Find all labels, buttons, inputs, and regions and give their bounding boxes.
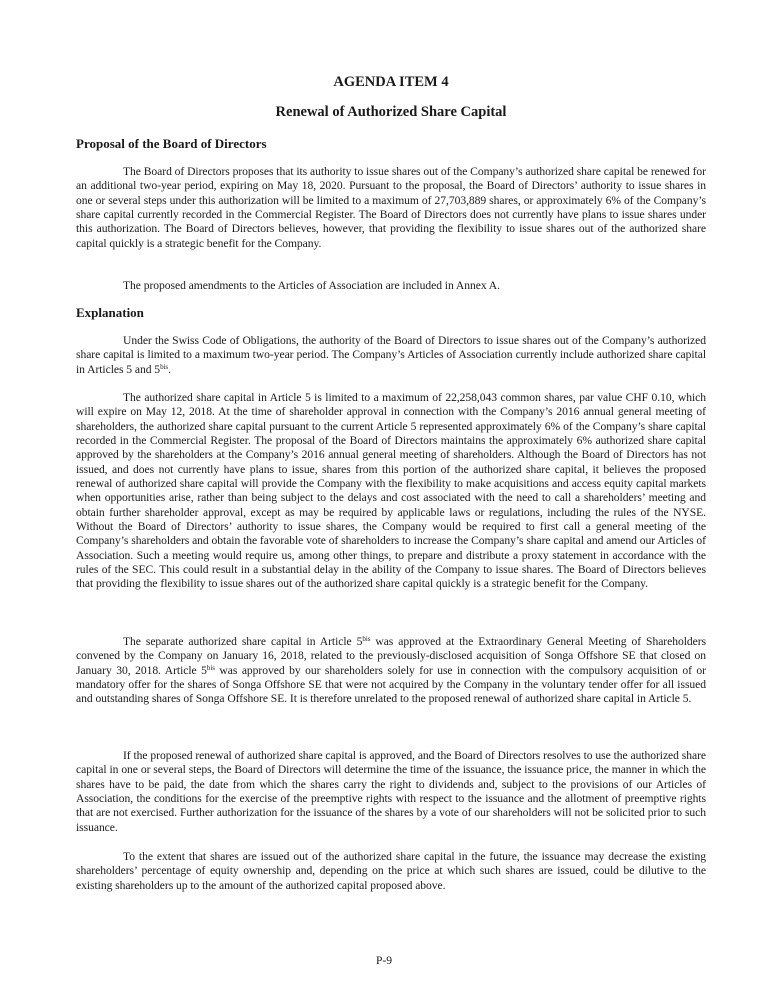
text: was approved by our shareholders solely for use in connection with the compulsory acquisition of or mandatory offer for the shares of Songa Offshore SE that were not acquired by the Company in the voluntary tender offer for all issued and outstanding shares of Songa Offshore SE. It is therefore unrelated to the proposed renewal of authorized share capital in Article 5. [76, 663, 706, 706]
text: Under the Swiss Code of Obligations, the authority of the Board of Directors to issue shares out of the Company’s authorized share capital is limited to a maximum two-year period. The Company’s Articles of Association currently include authorized share capital in Articles 5 and 5 [76, 334, 706, 376]
page-number: P-9 [375, 954, 393, 967]
superscript: bis [362, 635, 371, 643]
section-heading-proposal: Proposal of the Board of Directors [76, 136, 267, 151]
paragraph-article-5bis [76, 635, 706, 707]
superscript: bis [206, 663, 215, 672]
paragraph-article-5: The authorized share capital in Article 5 is limited to a maximum of 22,258,043 common shares, par value CHF 0.10, which will expire on May 12, 2018. At the time of shareholder approval in connection with the Company’s 2016 annual general meeting of shareholders, the authorized share capital pursuant to the current Article 5 represented approximately 6% of the Company’s share capital recorded in the Commercial Register. The proposal of the Board of Directors maintains the approximately 6% authorized share capital approved by the shareholders at the Company’s 2016 annual general meeting of shareholders. Although the Board of Directors has not issued, and does not currently have plans to issue, shares from this portion of the authorized share capital, it believes the proposed renewal of authorized share capital will provide the Company with the flexibility to make acquisitions and access equity capital markets when opportunities arise, rather than being subject to the delays and cost associated with the need to call a shareholders’ meeting and obtain further shareholder approval, except as may be required by applicable laws or regulations, including the rules of the NYSE. Without the Board of Directors’ authority to issue shares, the Company would be required to first call a general meeting of the Company’s shareholders and obtain the favorable vote of shareholders to increase the Company’s share capital and amend our Articles of Association. Such a meeting would require us, among other things, to prepare and distribute a proxy statement in accordance with the rules of the SEC. This could result in a substantial delay in the ability of the Company to issue shares. The Board of Directors believes that providing the flexibility to issue shares out of the authorized share capital quickly is a strategic benefit for the Company. [76, 391, 706, 591]
paragraph-dilution: To the extent that shares are issued out of the authorized share capital in the future, the issuance may decrease the existing shareholders’ percentage of equity ownership and, depending on the price at which such shares are issued, could be dilutive to the existing shareholders up to the amount of the authorized capital proposed above. [76, 850, 706, 892]
agenda-item-heading: AGENDA ITEM 4 [333, 74, 449, 90]
agenda-item-subheading: Renewal of Authorized Share Capital [275, 104, 507, 120]
paragraph-amendments: The proposed amendments to the Articles of Association are included in Annex A. [123, 279, 500, 292]
paragraph-swiss-code [76, 334, 706, 377]
text: . [168, 362, 171, 376]
section-heading-explanation: Explanation [76, 305, 144, 320]
text: The separate authorized share capital in Article 5 [123, 635, 363, 648]
paragraph-renewal-approved: If the proposed renewal of authorized share capital is approved, and the Board of Directors resolves to use the authorized share capital in one or several steps, the Board of Directors will determine the time of the issuance, the issuance price, the manner in which the shares have to be paid, the date from which the shares carry the right to dividends and, subject to the provisions of our Articles of Association, the conditions for the exercise of the preemptive rights with respect to the issuance and the allotment of preemptive rights that are not exercised. Further authorization for the issuance of the shares by a vote of our shareholders will not be solicited prior to such issuance. [76, 749, 706, 834]
paragraph-proposal: The Board of Directors proposes that its authority to issue shares out of the Company’s authorized share capital be renewed for an additional two-year period, expiring on May 18, 2020. Pursuant to the proposal, the Board of Directors’ authority to issue shares in one or several steps under this authorization will be limited to a maximum of 27,703,889 shares, or approximately 6% of the Company’s share capital currently recorded in the Commercial Register. The Board of Directors does not currently have plans to issue shares under this authorization. The Board of Directors believes, however, that providing the flexibility to issue shares out of the authorized share capital quickly is a strategic benefit for the Company. [76, 165, 706, 250]
text: was approved at the Extraordinary General Meeting of Shareholders convened by the Company on January 16, 2018, related to the previously-disclosed acquisition of Songa Offshore SE that closed on January 30, 2018. Article 5 [76, 635, 706, 677]
superscript: bis [160, 362, 169, 371]
